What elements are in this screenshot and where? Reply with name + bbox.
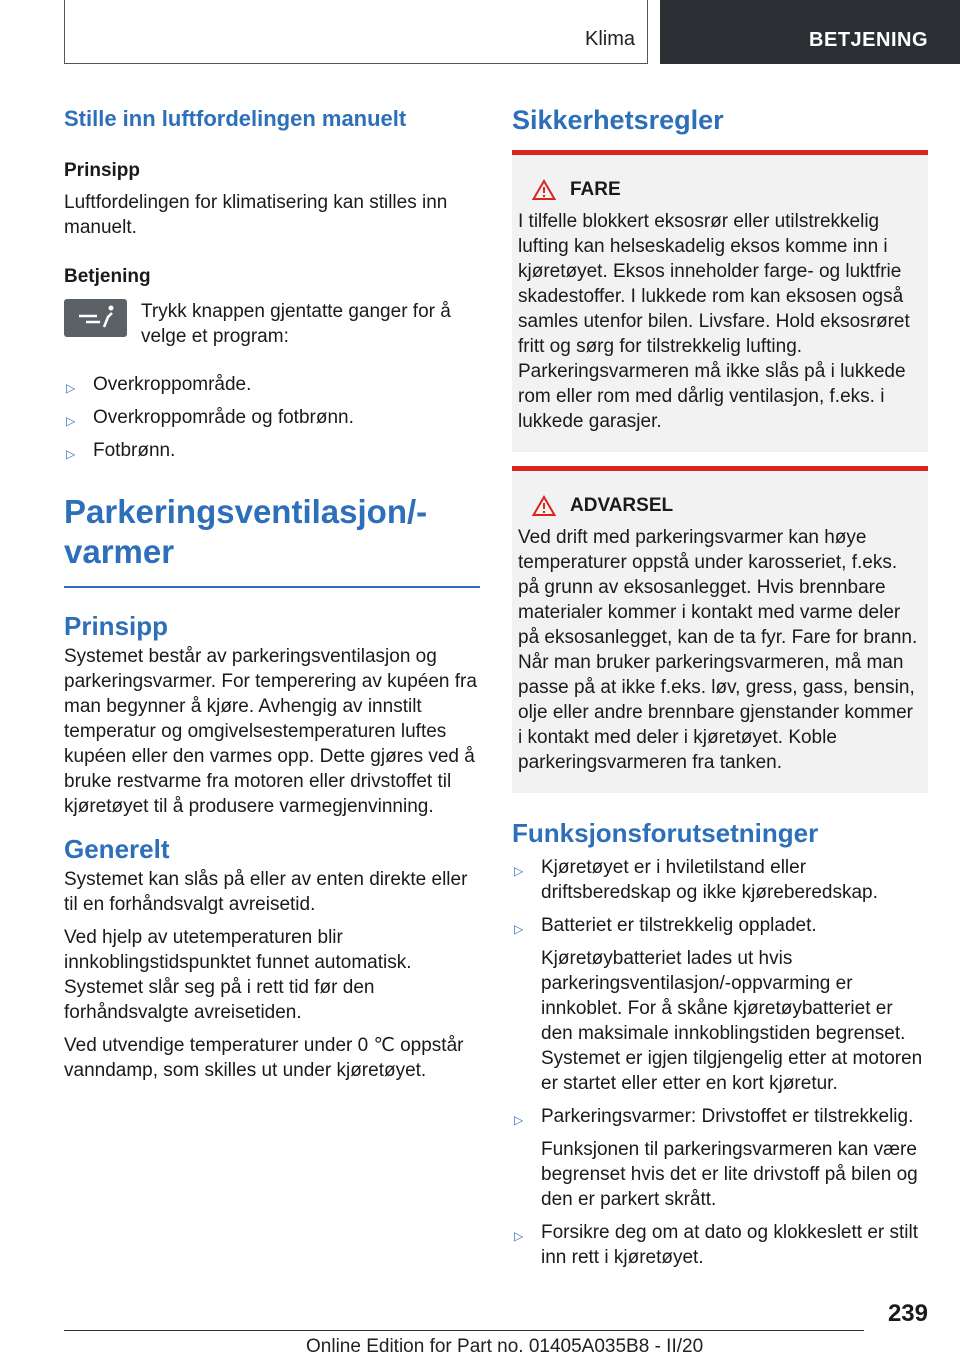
warning-title: ADVARSEL [518,493,922,519]
footer-edition: Online Edition for Part no. 01405A035B8 - II/20 [306,1336,704,1357]
button-instruction-text: Trykk knappen gjentatte ganger for å velge et program: [141,301,451,347]
paragraph-general-2: Ved hjelp av utetemperaturen blir innkoblingstidspunktet funnet automatisk. Systemet slår seg på i rett tid før den forhåndsvalgte avreisetiden. [64,927,412,1023]
header-section-box [64,0,648,64]
requirements-list [512,855,928,1270]
title-underline [64,586,480,588]
paragraph-airflow-principle: Luftfordelingen for klimatisering kan stilles inn manuelt. [64,192,448,238]
chapter-title-parking-heater: Parkeringsventilasjon/-varmer [64,493,428,570]
list-item: ▷ Kjøretøyet er i hviletilstand eller driftsberedskap og ikke kjøreberedskap. [514,857,878,903]
footer-divider [64,1330,864,1331]
paragraph-system-principle: Systemet består av parkeringsventilasjon og parkeringsvarmer. For temperering av kupéen fra man begynner å kjøre. Avhengig av innstilt temperatur og omgivelsestemperaturen luftes kupéen eller den varmes opp. Dette gjøres ved å bruke restvarme fra motoren eller drivstoffet til kjøretøyet til å produsere varmegjenvinning. [64,646,477,817]
page-number: 239 [887,1300,928,1327]
heading-principle: Prinsipp [64,611,169,641]
header-section-title: Klima [584,28,635,50]
program-list [64,372,480,463]
list-item: ▷ Overkroppområde. [64,372,480,397]
heading-general: Generelt [64,834,170,864]
list-item-note: Kjøretøybatteriet lades ut hvis parkeringsventilasjon/-oppvarming er innkoblet. For å skåne kjøretøybatteriet er den maksimale innkoblingstiden begrenset. Systemet er igjen tilgjengelig etter at motoren er startet eller etter en kort kjøretur. [541,948,923,1094]
bullet-triangle-icon: ▷ [66,381,76,395]
paragraph-general-1: Systemet kan slås på eller av enten direkte eller til en forhåndsvalgt avreisetid. [64,869,468,915]
list-item-note: Funksjonen til parkeringsvarmeren kan være begrenset hvis det er lite drivstoff på bilen og den er parkert skrått. [541,1139,918,1210]
warning-text: I tilfelle blokkert eksosrør eller utilstrekkelig lufting kan helseskadelig eksos komme inn i kjøretøyet. Eksos inneholder farge- og luktfrie skadestoffer. I lukkede rom kan eksosen også samles utenfor bilen. Livsfare. Hold eksosrøret fritt og sørg for tilstrekkelig lufting. Parkeringsvarmeren må ikke slås på i lukkede rom eller rom med dårlig ventilasjon, f.eks. i lukkede garasjer. [518,211,910,432]
bullet-triangle-icon: ▷ [514,1113,524,1127]
heading-requirements: Funksjonsforutsetninger [512,818,819,848]
subheading-principle: Prinsipp [64,160,141,181]
left-column [64,100,480,1083]
bullet-triangle-icon: ▷ [514,1229,524,1243]
bullet-triangle-icon: ▷ [514,864,524,878]
list-item: ▷ Batteriet er tilstrekkelig oppladet. Kjøretøybatteriet lades ut hvis parkeringsventilasjon/-oppvarming er innkoblet. For å skåne kjøretøybatteriet er den maksimale innkoblingstiden begrenset. Systemet er igjen tilgjengelig etter at motoren er startet eller etter en kort kjøretur. [512,913,928,1096]
paragraph-general-3: Ved utvendige temperaturer under 0 ℃ oppstår vanndamp, som skilles ut under kjøretøyet. [64,1035,464,1081]
warning-box-danger [512,150,928,452]
warning-box-caution [512,466,928,793]
list-item: ▷ Forsikre deg om at dato og klokkeslett er stilt inn rett i kjøretøyet. [514,1222,918,1268]
header-chapter-tab [660,0,960,64]
warning-title: FARE [518,177,922,203]
subheading-operation: Betjening [64,266,151,287]
bullet-triangle-icon: ▷ [514,922,524,936]
list-item: ▷ Fotbrønn. [64,438,480,463]
heading-safety-rules: Sikkerhetsregler [512,105,724,135]
list-item: ▷ Overkroppområde og fotbrønn. [64,405,480,430]
warning-triangle-icon [532,495,556,517]
section-title-airflow: Stille inn luftfordelingen manuelt [64,106,407,131]
header-chapter-title: BETJENING [809,29,928,51]
right-column [512,100,928,1270]
button-instruction [64,299,480,363]
airflow-button-icon [64,299,127,337]
warning-text: Ved drift med parkeringsvarmer kan høye temperaturer oppstå under karosseriet, f.eks. på grunn av eksosanlegget. Hvis brennbare materialer kommer i kontakt med varme deler på eksosanlegget, kan de ta fyr. Fare for brann. Når man bruker parkeringsvarmeren, må man passe på at ikke f.eks. løv, gress, gass, bensin, olje eller andre brennbare gjenstander kommer i kontakt med deler i kjøretøyet. Koble parkeringsvarmeren fra tanken. [518,527,918,773]
bullet-triangle-icon: ▷ [66,447,76,461]
bullet-triangle-icon: ▷ [66,414,76,428]
warning-triangle-icon [532,179,556,201]
list-item: ▷ Parkeringsvarmer: Drivstoffet er tilstrekkelig. Funksjonen til parkeringsvarmeren kan være begrenset hvis det er lite drivstoff på bilen og den er parkert skrått. [512,1104,928,1212]
